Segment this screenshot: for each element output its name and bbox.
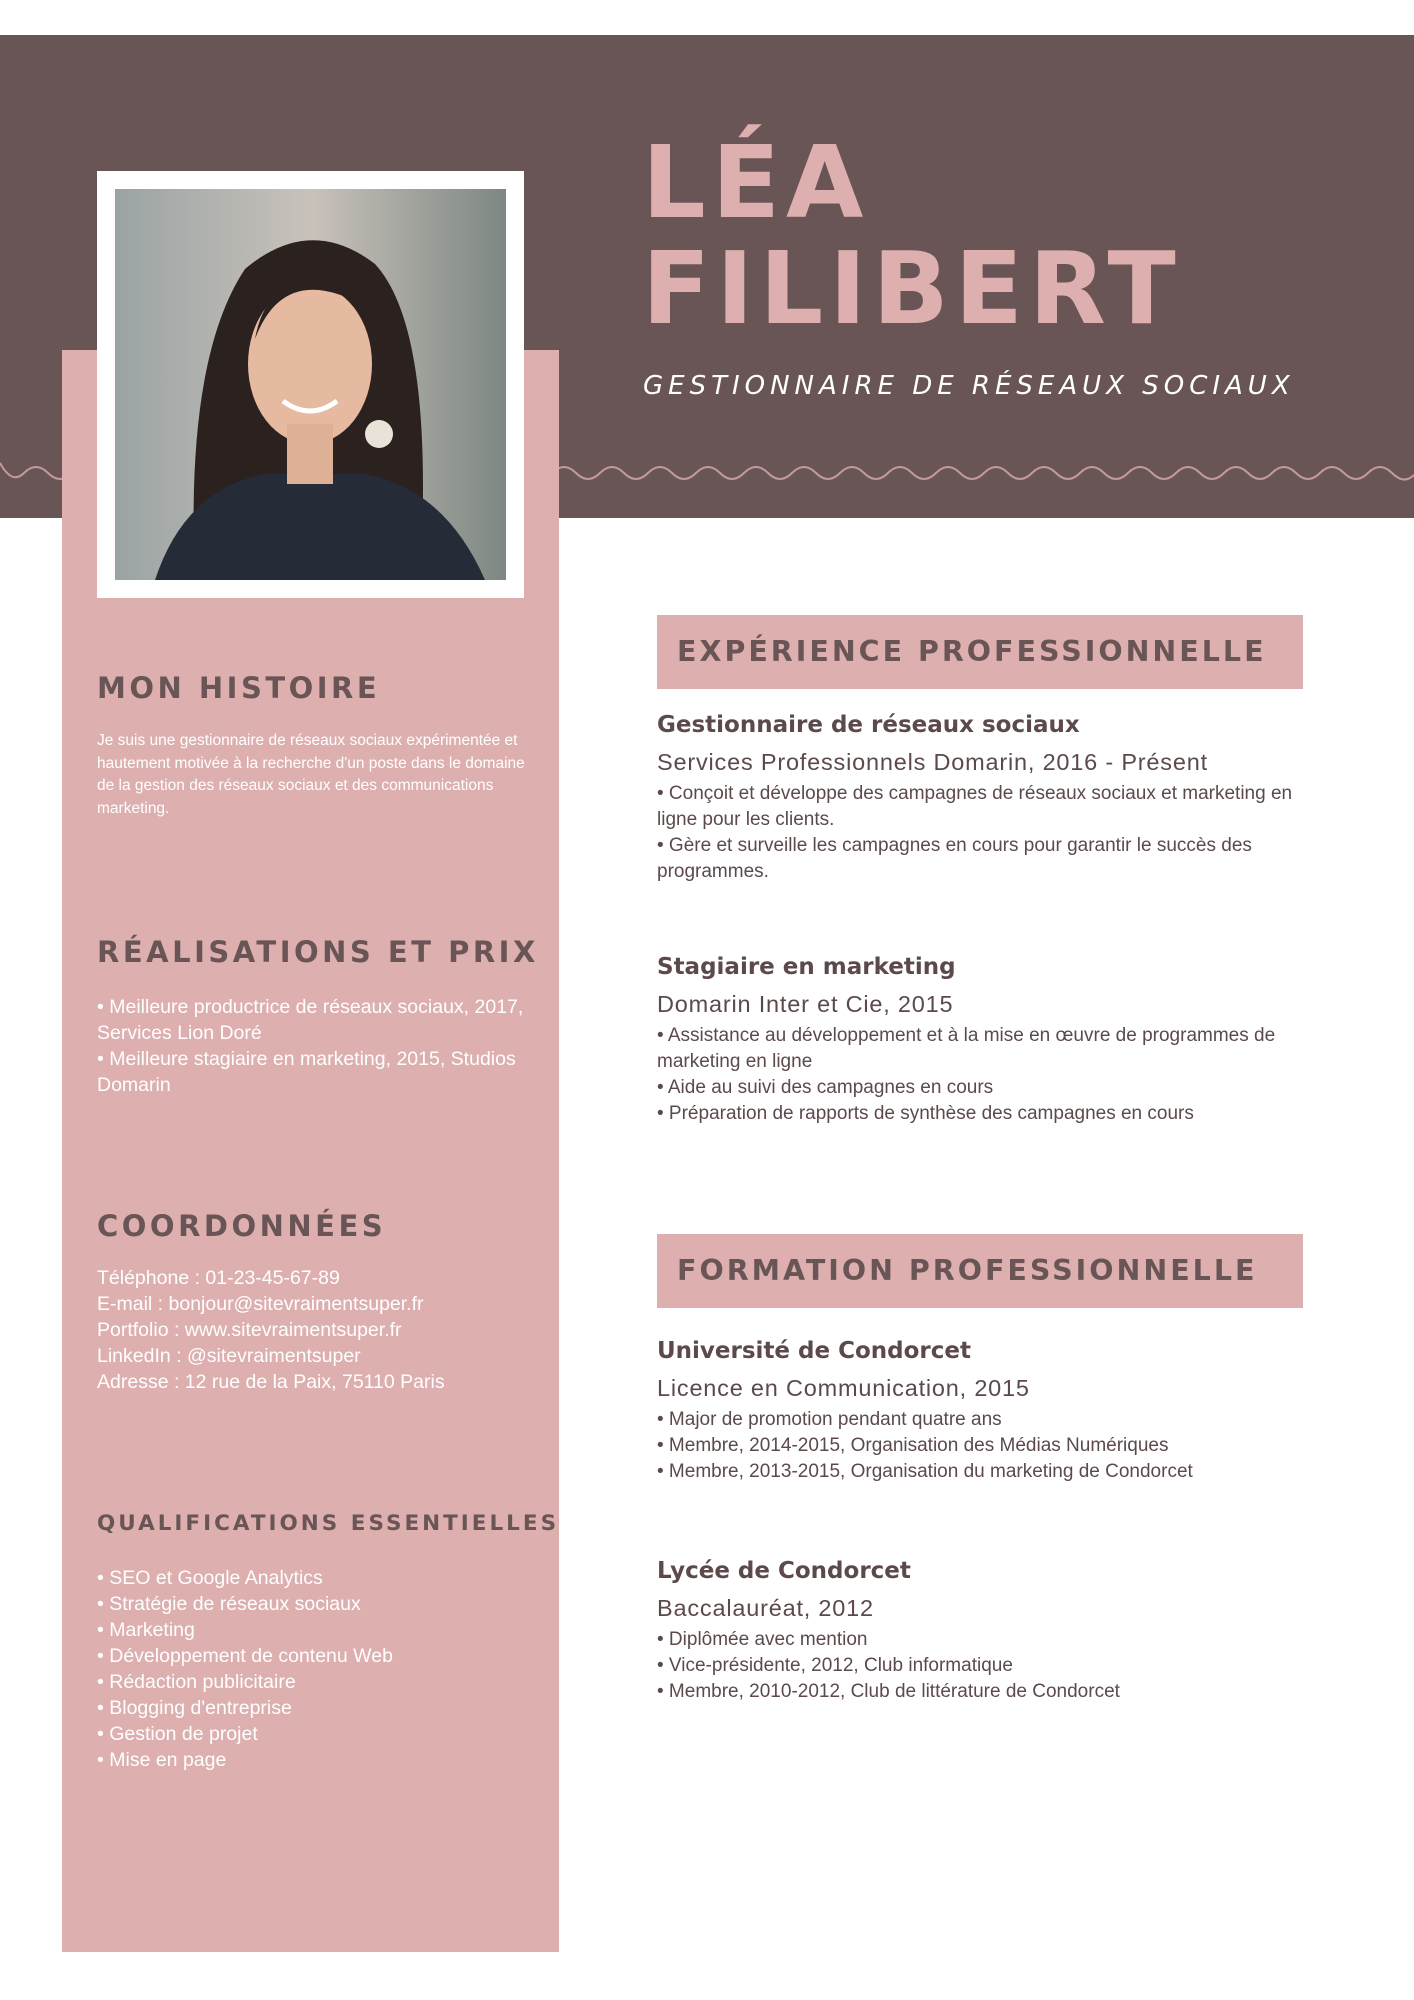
- entry-bullets: [657, 1407, 1307, 1485]
- list-item: • Meilleure stagiaire en marketing, 2015, Studios Domarin: [97, 1048, 516, 1096]
- list-item: • Mise en page: [97, 1749, 227, 1771]
- entry-title: Lycée de Condorcet: [657, 1558, 911, 1584]
- story-heading: MON HISTOIRE: [97, 671, 381, 705]
- experience-entry: [657, 709, 1307, 885]
- entry-title: Stagiaire en marketing: [657, 954, 956, 980]
- entry-org: Domarin Inter et Cie, 2015: [657, 991, 954, 1017]
- list-item: • Préparation de rapports de synthèse des campagnes en cours: [657, 1103, 1194, 1124]
- contact-phone: Téléphone : 01-23-45-67-89: [97, 1267, 340, 1289]
- entry-title: Université de Condorcet: [657, 1338, 972, 1364]
- skills-heading: QUALIFICATIONS ESSENTIELLES: [97, 1511, 560, 1536]
- entry-title: Gestionnaire de réseaux sociaux: [657, 712, 1080, 738]
- education-entry: [657, 1335, 1307, 1485]
- list-item: • Développement de contenu Web: [97, 1645, 393, 1667]
- entry-org: Licence en Communication, 2015: [657, 1375, 1030, 1401]
- skills-list: [97, 1565, 527, 1773]
- experience-heading-band: [657, 615, 1303, 689]
- education-heading: FORMATION PROFESSIONNELLE: [677, 1254, 1258, 1287]
- list-item: • Blogging d'entreprise: [97, 1697, 292, 1719]
- profile-photo-frame: [97, 171, 524, 598]
- education-heading-band: [657, 1234, 1303, 1308]
- last-name: FILIBERT: [642, 230, 1182, 347]
- list-item: • Diplômée avec mention: [657, 1629, 868, 1650]
- list-item: • Vice-présidente, 2012, Club informatique: [657, 1655, 1013, 1676]
- experience-entry: [657, 951, 1307, 1127]
- entry-bullets: [657, 1023, 1307, 1127]
- job-title: GESTIONNAIRE DE RÉSEAUX SOCIAUX: [643, 371, 1295, 401]
- list-item: • Membre, 2014-2015, Organisation des Médias Numériques: [657, 1435, 1169, 1456]
- awards-list: [97, 994, 527, 1098]
- list-item: • SEO et Google Analytics: [97, 1567, 323, 1589]
- contact-linkedin[interactable]: LinkedIn : @sitevraimentsuper: [97, 1345, 361, 1367]
- awards-heading: RÉALISATIONS ET PRIX: [97, 935, 539, 969]
- contact-address: Adresse : 12 rue de la Paix, 75110 Paris: [97, 1371, 445, 1393]
- entry-org: Services Professionnels Domarin, 2016 - Présent: [657, 749, 1208, 775]
- contact-email[interactable]: E-mail : bonjour@sitevraimentsuper.fr: [97, 1293, 424, 1315]
- contact-list: [97, 1265, 527, 1395]
- list-item: • Membre, 2010-2012, Club de littérature de Condorcet: [657, 1681, 1120, 1702]
- entry-org: Baccalauréat, 2012: [657, 1595, 874, 1621]
- list-item: • Rédaction publicitaire: [97, 1671, 296, 1693]
- profile-photo: [115, 189, 506, 580]
- candidate-name: [642, 124, 1182, 347]
- list-item: • Membre, 2013-2015, Organisation du marketing de Condorcet: [657, 1461, 1193, 1482]
- entry-bullets: [657, 1627, 1307, 1705]
- list-item: • Conçoit et développe des campagnes de réseaux sociaux et marketing en ligne pour les clients.: [657, 783, 1293, 830]
- list-item: • Stratégie de réseaux sociaux: [97, 1593, 361, 1615]
- list-item: • Gère et surveille les campagnes en cours pour garantir le succès des programmes.: [657, 835, 1252, 882]
- list-item: • Assistance au développement et à la mise en œuvre de programmes de marketing en ligne: [657, 1025, 1276, 1072]
- first-name: LÉA: [642, 124, 870, 241]
- contact-heading: COORDONNÉES: [97, 1209, 387, 1243]
- contact-portfolio[interactable]: Portfolio : www.sitevraimentsuper.fr: [97, 1319, 402, 1341]
- experience-heading: EXPÉRIENCE PROFESSIONNELLE: [677, 635, 1267, 668]
- education-entry: [657, 1555, 1307, 1705]
- story-text: Je suis une gestionnaire de réseaux sociaux expérimentée et hautement motivée à la recherche d'un poste dans le domaine de la gestion des réseaux sociaux et des communications marketing.: [97, 732, 525, 817]
- list-item: • Meilleure productrice de réseaux sociaux, 2017, Services Lion Doré: [97, 996, 524, 1044]
- list-item: • Gestion de projet: [97, 1723, 258, 1745]
- list-item: • Aide au suivi des campagnes en cours: [657, 1077, 994, 1098]
- list-item: • Major de promotion pendant quatre ans: [657, 1409, 1002, 1430]
- list-item: • Marketing: [97, 1619, 195, 1641]
- entry-bullets: [657, 781, 1307, 885]
